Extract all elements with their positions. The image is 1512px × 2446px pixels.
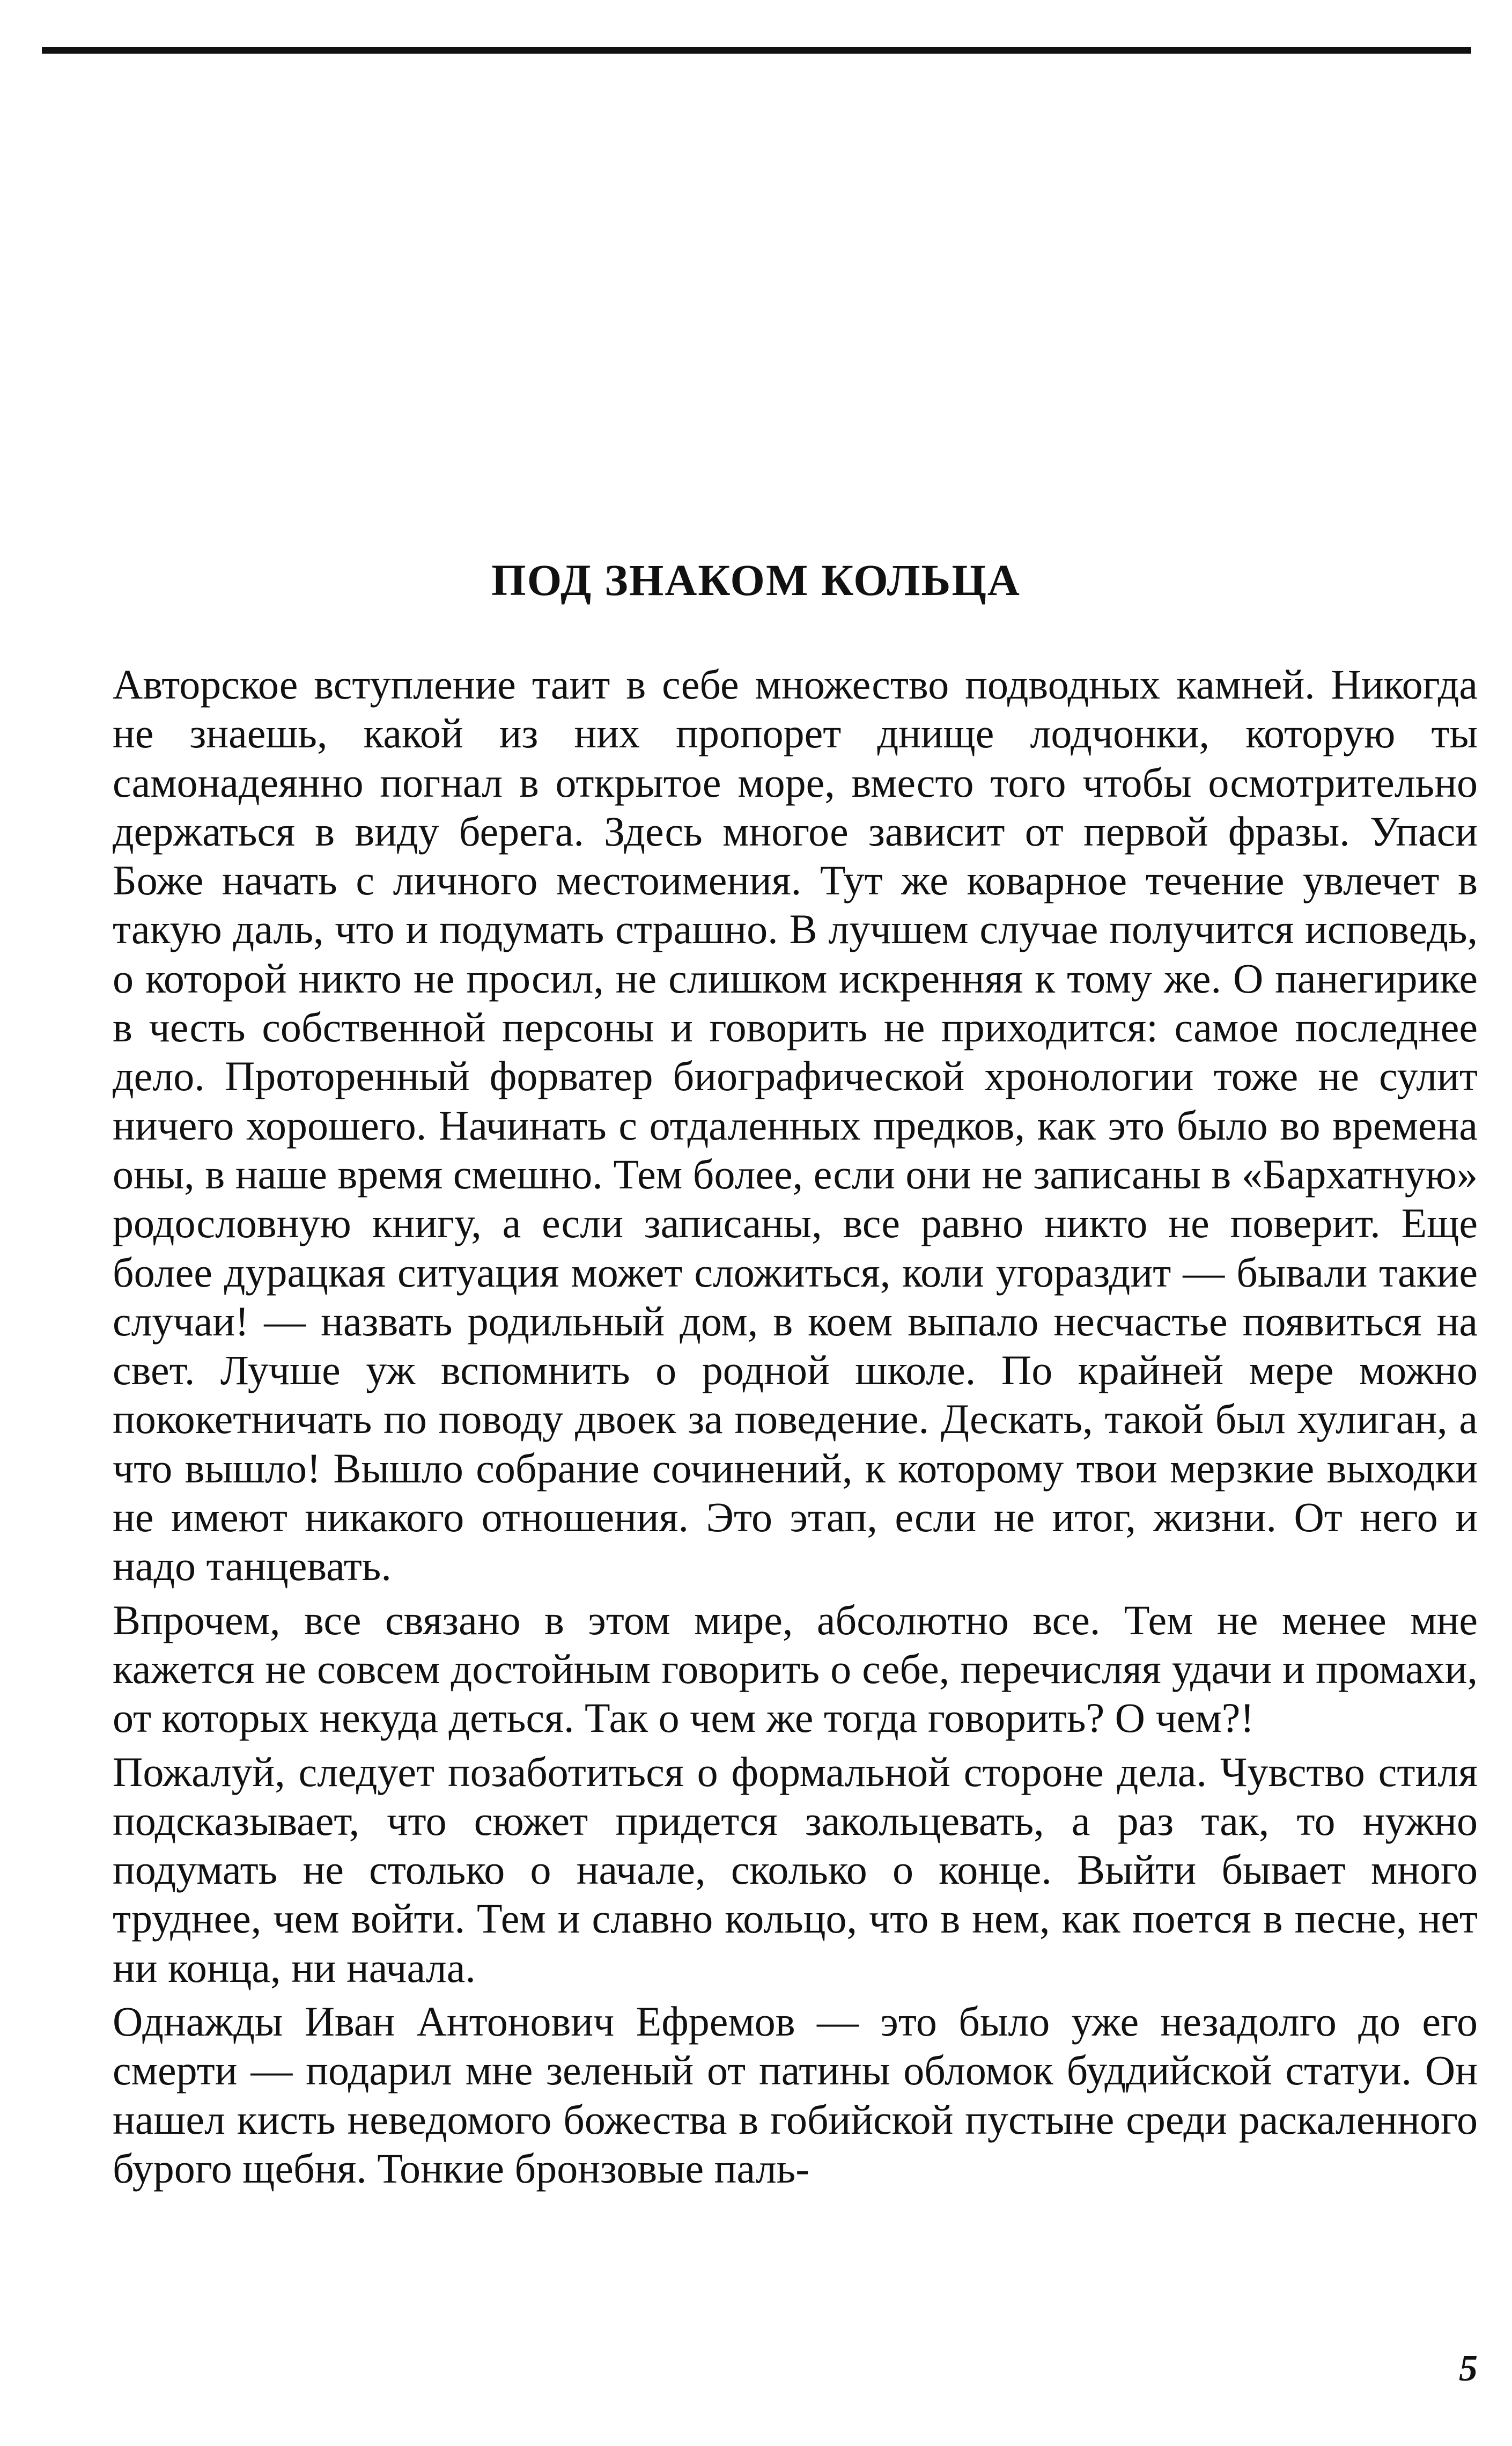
paragraph: Пожалуй, следует позаботиться о формальной стороне дела. Чувство стиля подсказывает, что сюжет придется закольцевать, а раз так, то нужно подумать не столько о начале, сколько о конце. Выйти бывает много труднее, чем войти. Тем и славно кольцо, что в нем, как поется в песне, нет ни конца, ни начала. xyxy=(113,1748,1478,1991)
page-number: 5 xyxy=(1459,2348,1478,2389)
paragraph: Однажды Иван Антонович Ефремов — это было уже незадолго до его смерти — подарил мне зеленый от патины обломок буддийской статуи. Он нашел кисть неведомого божества в гобийской пустыне среди раскаленного бурого щебня. Тонкие бронзовые паль- xyxy=(113,1998,1478,2192)
paragraph: Впрочем, все связано в этом мире, абсолютно все. Тем не менее мне кажется не совсем достойным говорить о себе, перечисляя удачи и промахи, от которых некуда деться. Так о чем же тогда говорить? О чем?! xyxy=(113,1596,1478,1742)
chapter-title: ПОД ЗНАКОМ КОЛЬЦА xyxy=(491,555,1021,605)
header-rule xyxy=(42,47,1471,54)
paragraph: Авторское вступление таит в себе множество подводных камней. Никогда не знаешь, какой из них пропорет днище лодчонки, которую ты самонадеянно погнал в открытое море, вместо того чтобы осмотрительно держаться в виду берега. Здесь многое зависит от первой фразы. Упаси Боже начать с личного местоимения. Тут же коварное течение увлечет в такую даль, что и подумать страшно. В лучшем случае получится исповедь, о которой никто не просил, не слишком искренняя к тому же. О панегирике в честь собственной персоны и говорить не приходится: самое последнее дело. Проторенный форватер биографической хронологии тоже не сулит ничего хорошего. Начинать с отдаленных предков, как это было во времена оны, в наше время смешно. Тем более, если они не записаны в «Бархатную» родословную книгу, а если записаны, все равно никто не поверит. Еще более дурацкая ситуация может сложиться, коли угораздит — бывали такие случаи! — назвать родильный дом, в коем выпало несчастье появиться на свет. Лучше уж вспомнить о родной школе. По крайней мере можно пококетничать по поводу двоек за поведение. Дескать, такой был хулиган, а что вышло! Вышло собрание сочинений, к которому твои мерзкие выходки не имеют никакого отношения. Это этап, если не итог, жизни. От него и надо танцевать. xyxy=(113,661,1478,1590)
text-body xyxy=(113,660,1478,2198)
